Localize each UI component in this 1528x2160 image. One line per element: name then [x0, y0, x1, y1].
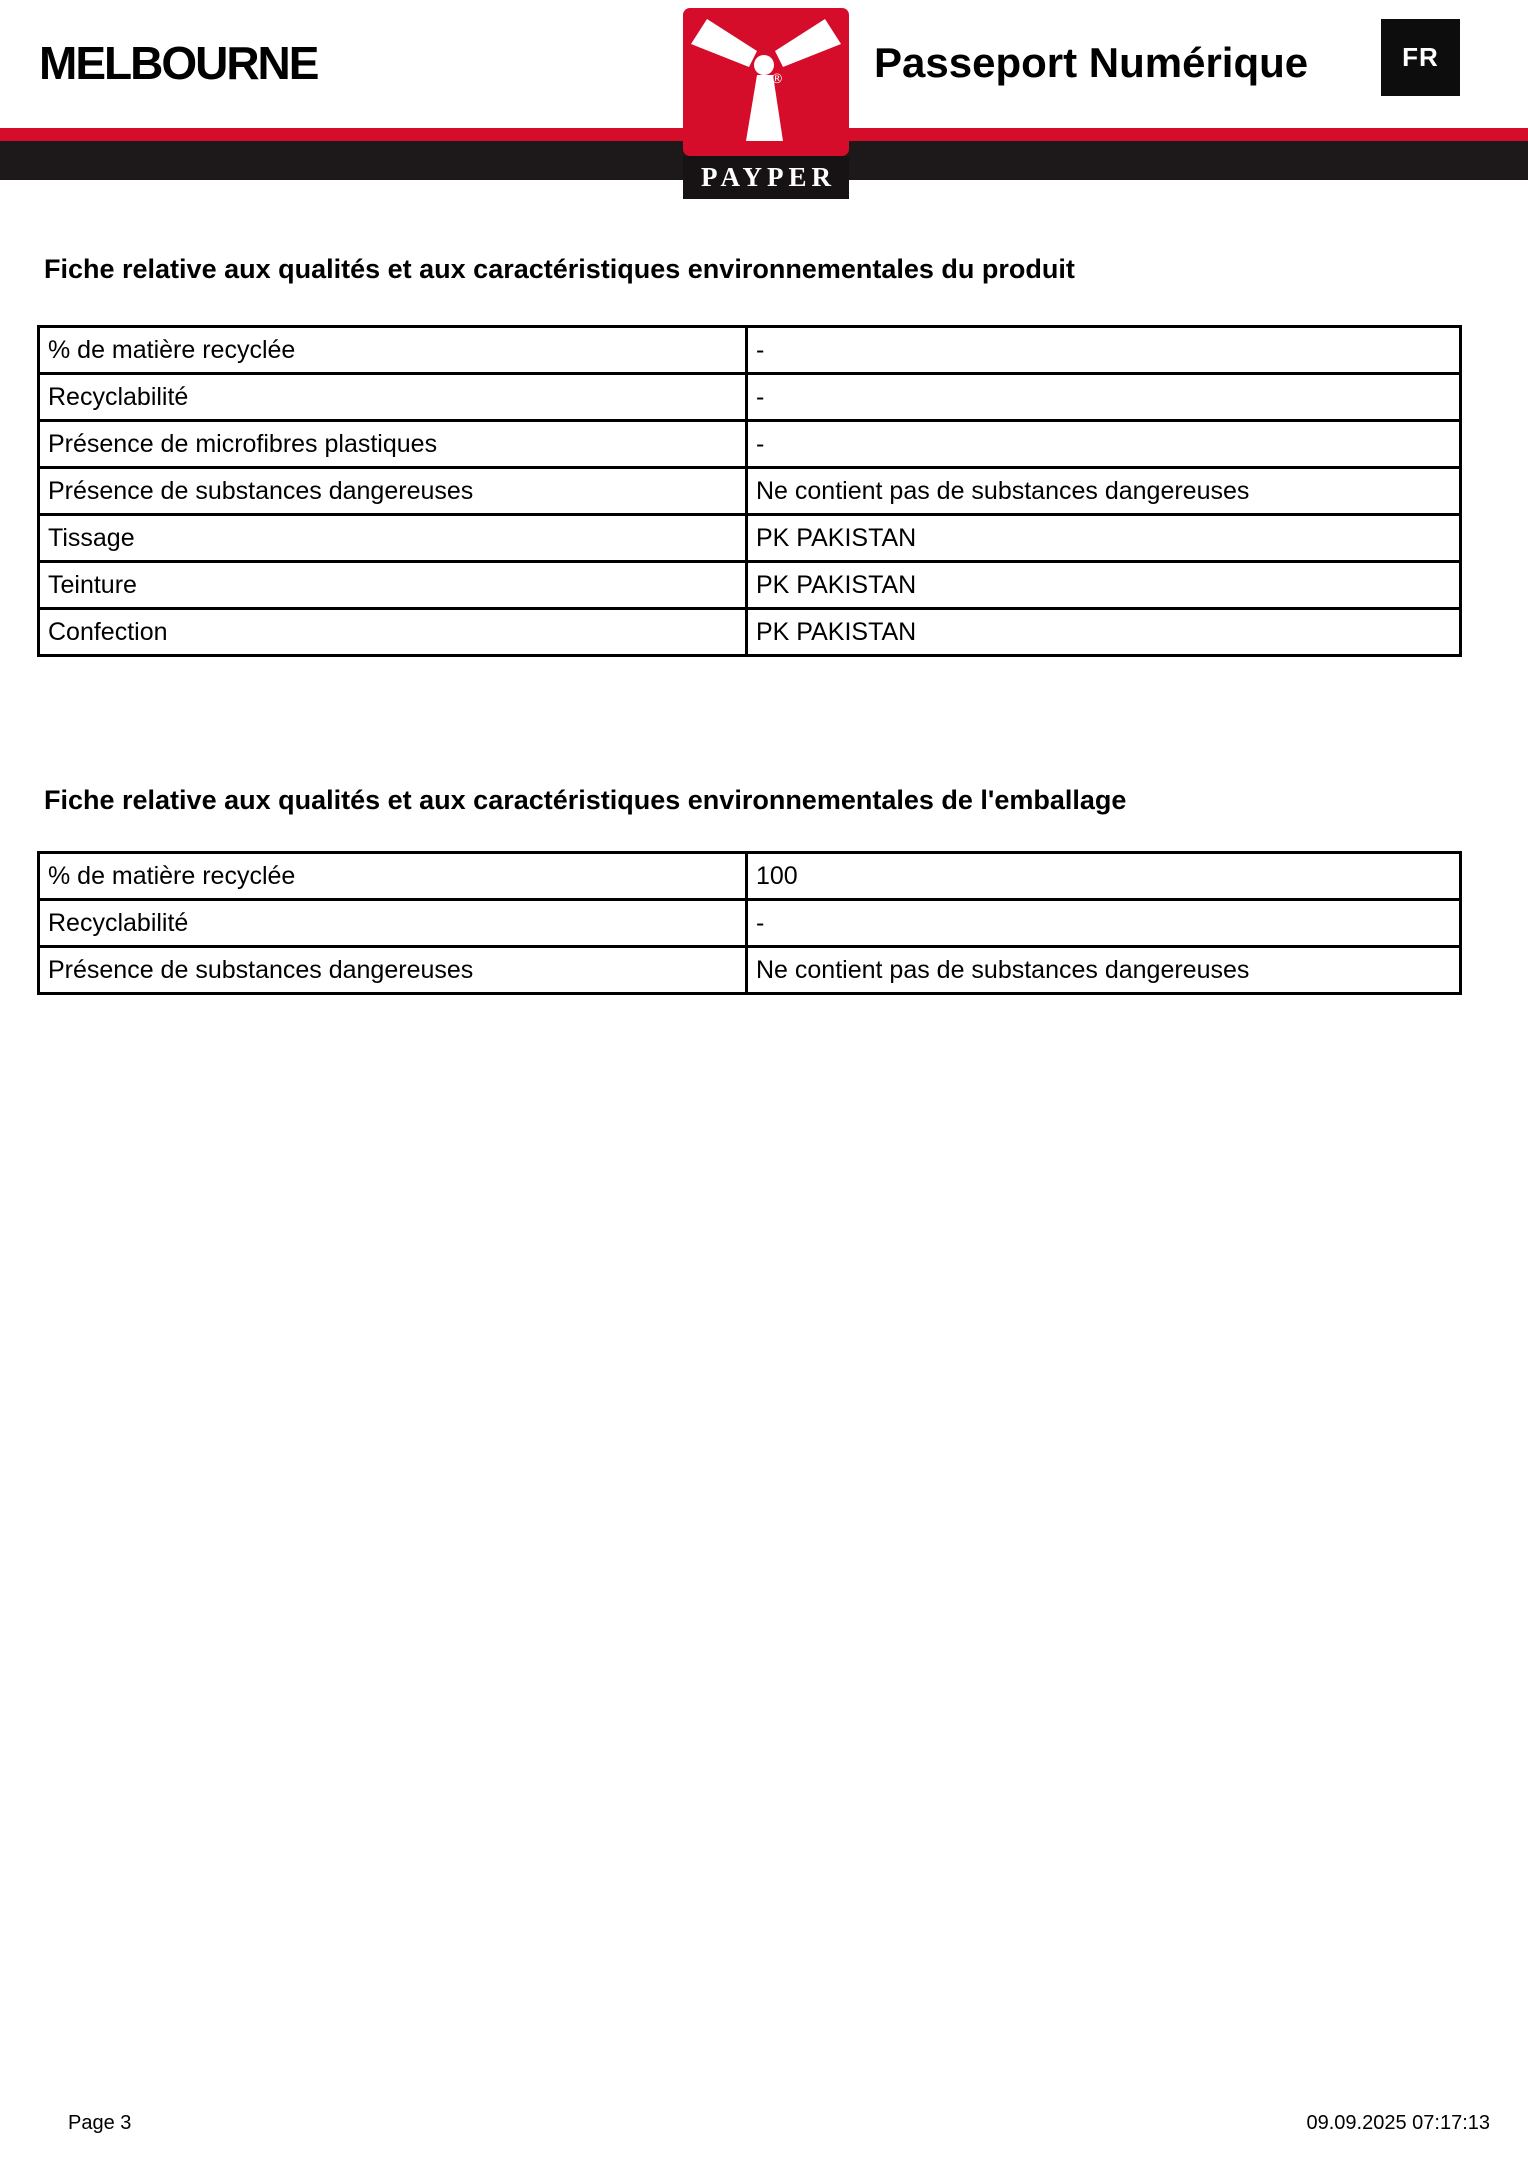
row-label: Présence de microfibres plastiques: [40, 422, 748, 466]
row-label: Confection: [40, 610, 748, 654]
table-row: [40, 563, 1459, 610]
product-name: MELBOURNE: [39, 37, 318, 89]
table-row: [40, 948, 1459, 992]
packaging-environment-table: [37, 851, 1462, 995]
section-title-product: Fiche relative aux qualités et aux caractéristiques environnementales du produit: [44, 254, 1075, 284]
payper-bow-icon: [683, 8, 849, 156]
row-label: Présence de substances dangereuses: [40, 469, 748, 513]
row-label: Recyclabilité: [40, 375, 748, 419]
brand-wordmark: PAYPER: [683, 156, 849, 199]
row-label: Tissage: [40, 516, 748, 560]
table-row: [40, 516, 1459, 563]
table-row: [40, 469, 1459, 516]
document-title: Passeport Numérique: [874, 39, 1309, 86]
row-value: -: [756, 382, 765, 411]
row-label: % de matière recyclée: [40, 854, 748, 898]
row-value: -: [756, 429, 765, 458]
table-row: [40, 422, 1459, 469]
row-value: Ne contient pas de substances dangereuses: [756, 955, 1250, 984]
row-value: 100: [756, 861, 798, 890]
payper-logo: [683, 8, 849, 199]
product-environment-table: [37, 325, 1462, 657]
row-value: -: [756, 908, 765, 937]
row-value: PK PAKISTAN: [756, 523, 917, 552]
language-badge: FR: [1381, 19, 1460, 96]
table-row: [40, 375, 1459, 422]
section-title-packaging: Fiche relative aux qualités et aux caractéristiques environnementales de l'emballage: [44, 785, 1127, 815]
timestamp: 09.09.2025 07:17:13: [1306, 2112, 1490, 2134]
row-label: Présence de substances dangereuses: [40, 948, 748, 992]
row-value: -: [756, 335, 765, 364]
table-row: [40, 901, 1459, 948]
row-label: % de matière recyclée: [40, 328, 748, 372]
table-row: [40, 854, 1459, 901]
row-value: PK PAKISTAN: [756, 617, 917, 646]
row-value: Ne contient pas de substances dangereuses: [756, 476, 1250, 505]
registered-trademark-icon: ®: [770, 72, 784, 87]
row-label: Teinture: [40, 563, 748, 607]
table-row: [40, 610, 1459, 654]
table-row: [40, 328, 1459, 375]
row-value: PK PAKISTAN: [756, 570, 917, 599]
row-label: Recyclabilité: [40, 901, 748, 945]
page-number: Page 3: [68, 2112, 132, 2134]
